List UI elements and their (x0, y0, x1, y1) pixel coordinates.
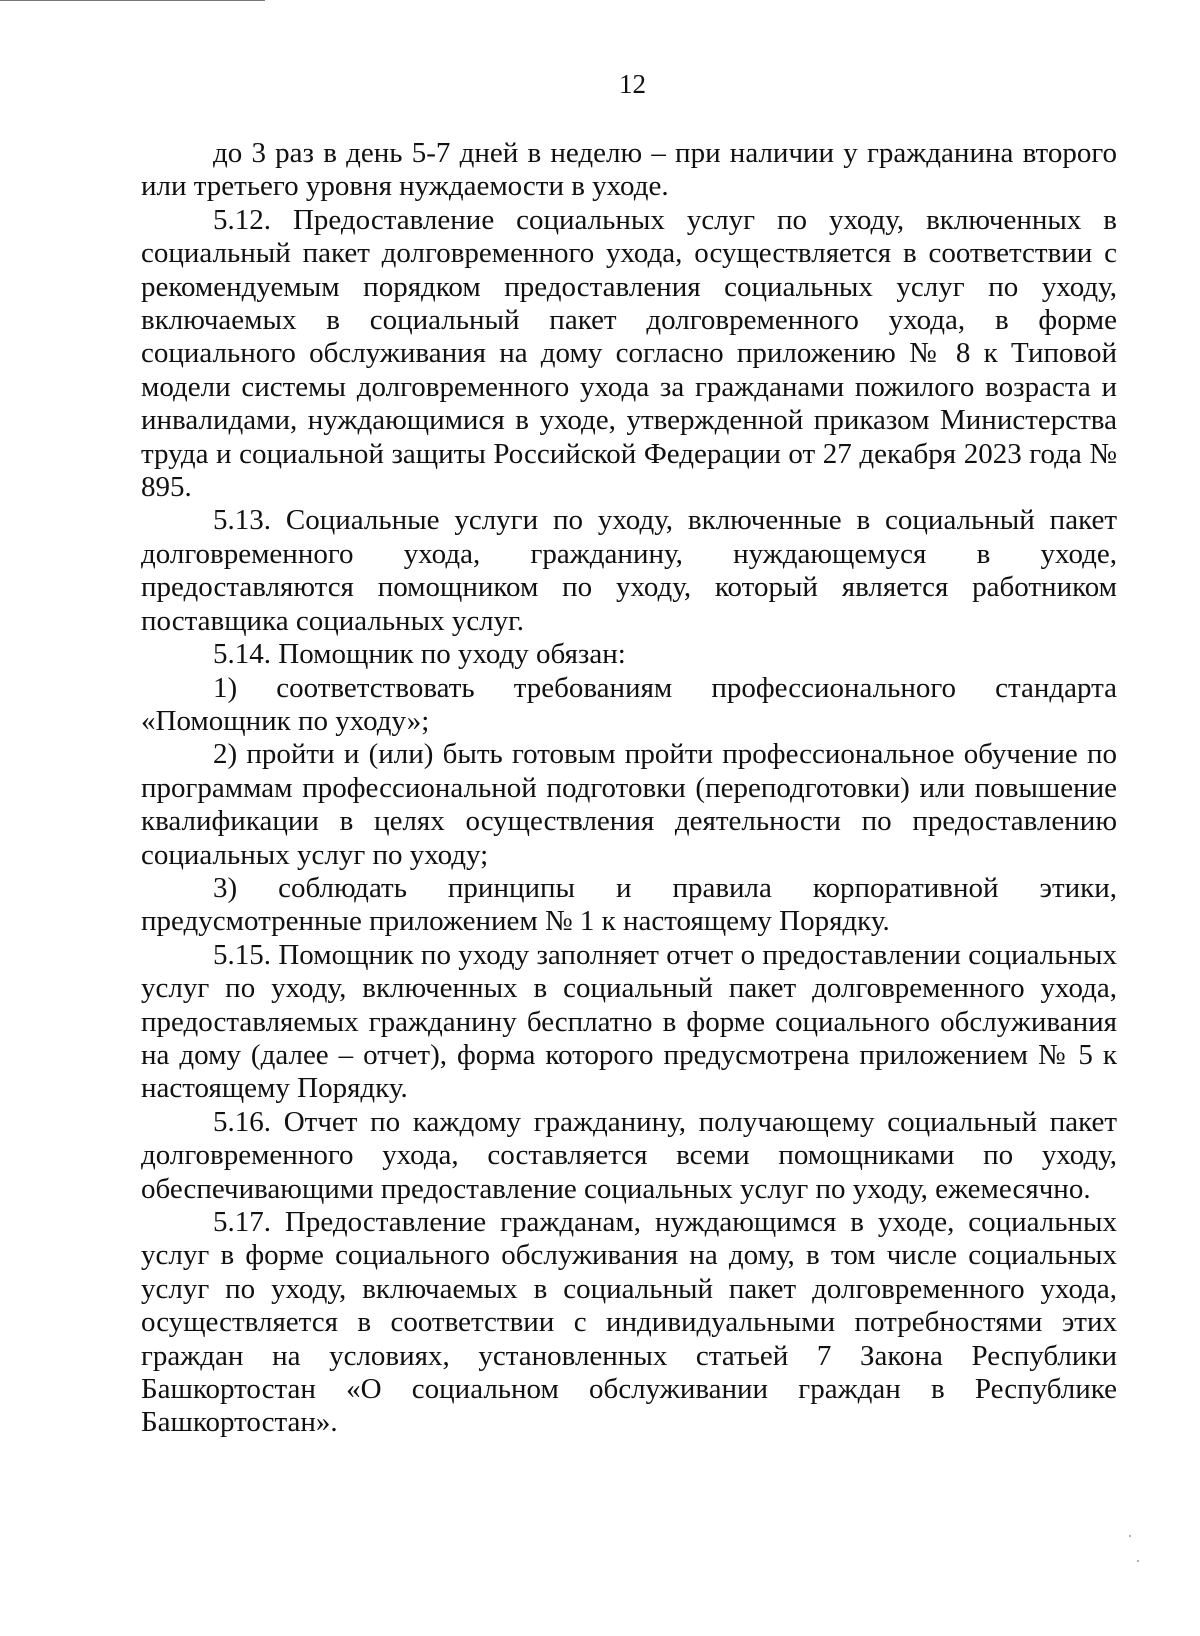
paragraph-continuation: до 3 раз в день 5-7 дней в неделю – при наличии у гражданина второго или третьего уровня нуждаемости в уходе. (141, 137, 1117, 203)
page-number: 12 (619, 69, 646, 99)
scan-speck (1129, 1535, 1131, 1537)
paragraph-5-12: 5.12. Предоставление социальных услуг по уходу, включенных в социальный пакет долговременного ухода, осуществляется в соответствии с рекомендуемым порядком предоставления социальных услуг по уходу, включаемых в социальный пакет долговременного ухода, в форме социального обслуживания на дому согласно приложению № 8 к Типовой модели системы долговременного ухода за гражданами пожилого возраста и инвалидами, нуждающимися в уходе, утвержденной приказом Министерства труда и социальной защиты Российской Федерации от 27 декабря 2023 года № 895. (141, 203, 1117, 504)
paragraph-5-17: 5.17. Предоставление гражданам, нуждающимся в уходе, социальных услуг в форме социального обслуживания на дому, в том числе социальных услуг по уходу, включаемых в социальный пакет долговременного ухода, осуществляется в соответствии с индивидуальными потребностями этих граждан на условиях, установленных статьей 7 Закона Республики Башкортостан «О социальном обслуживании граждан в Республике Башкортостан». (141, 1206, 1117, 1439)
list-item-1: 1) соответствовать требованиям профессионального стандарта «Помощник по уходу»; (141, 671, 1117, 737)
scan-speck (1137, 1560, 1139, 1562)
scan-edge-line (0, 0, 265, 1)
paragraph-5-13: 5.13. Социальные услуги по уходу, включенные в социальный пакет долговременного ухода, гражданину, нуждающемуся в уходе, предоставляются помощником по уходу, который является работником поставщика социальных услуг. (141, 504, 1117, 637)
document-body (141, 137, 1117, 1440)
list-item-3: 3) соблюдать принципы и правила корпоративной этики, предусмотренные приложением № 1 к настоящему Порядку. (141, 871, 1117, 938)
paragraph-5-16: 5.16. Отчет по каждому гражданину, получающему социальный пакет долговременного ухода, составляется всеми помощниками по уходу, обеспечивающими предоставление социальных услуг по уходу, ежемесячно. (141, 1105, 1117, 1205)
list-item-2: 2) пройти и (или) быть готовым пройти профессиональное обучение по программам профессиональной подготовки (переподготовки) или повышение квалификации в целях осуществления деятельности по предоставлению социальных услуг по уходу; (141, 738, 1117, 871)
paragraph-5-14: 5.14. Помощник по уходу обязан: (213, 638, 626, 671)
paragraph-5-15: 5.15. Помощник по уходу заполняет отчет о предоставлении социальных услуг по уходу, включенных в социальный пакет долговременного ухода, предоставляемых гражданину бесплатно в форме социального обслуживания на дому (далее – отчет), форма которого предусмотрена приложением № 5 к настоящему Порядку. (141, 938, 1117, 1105)
